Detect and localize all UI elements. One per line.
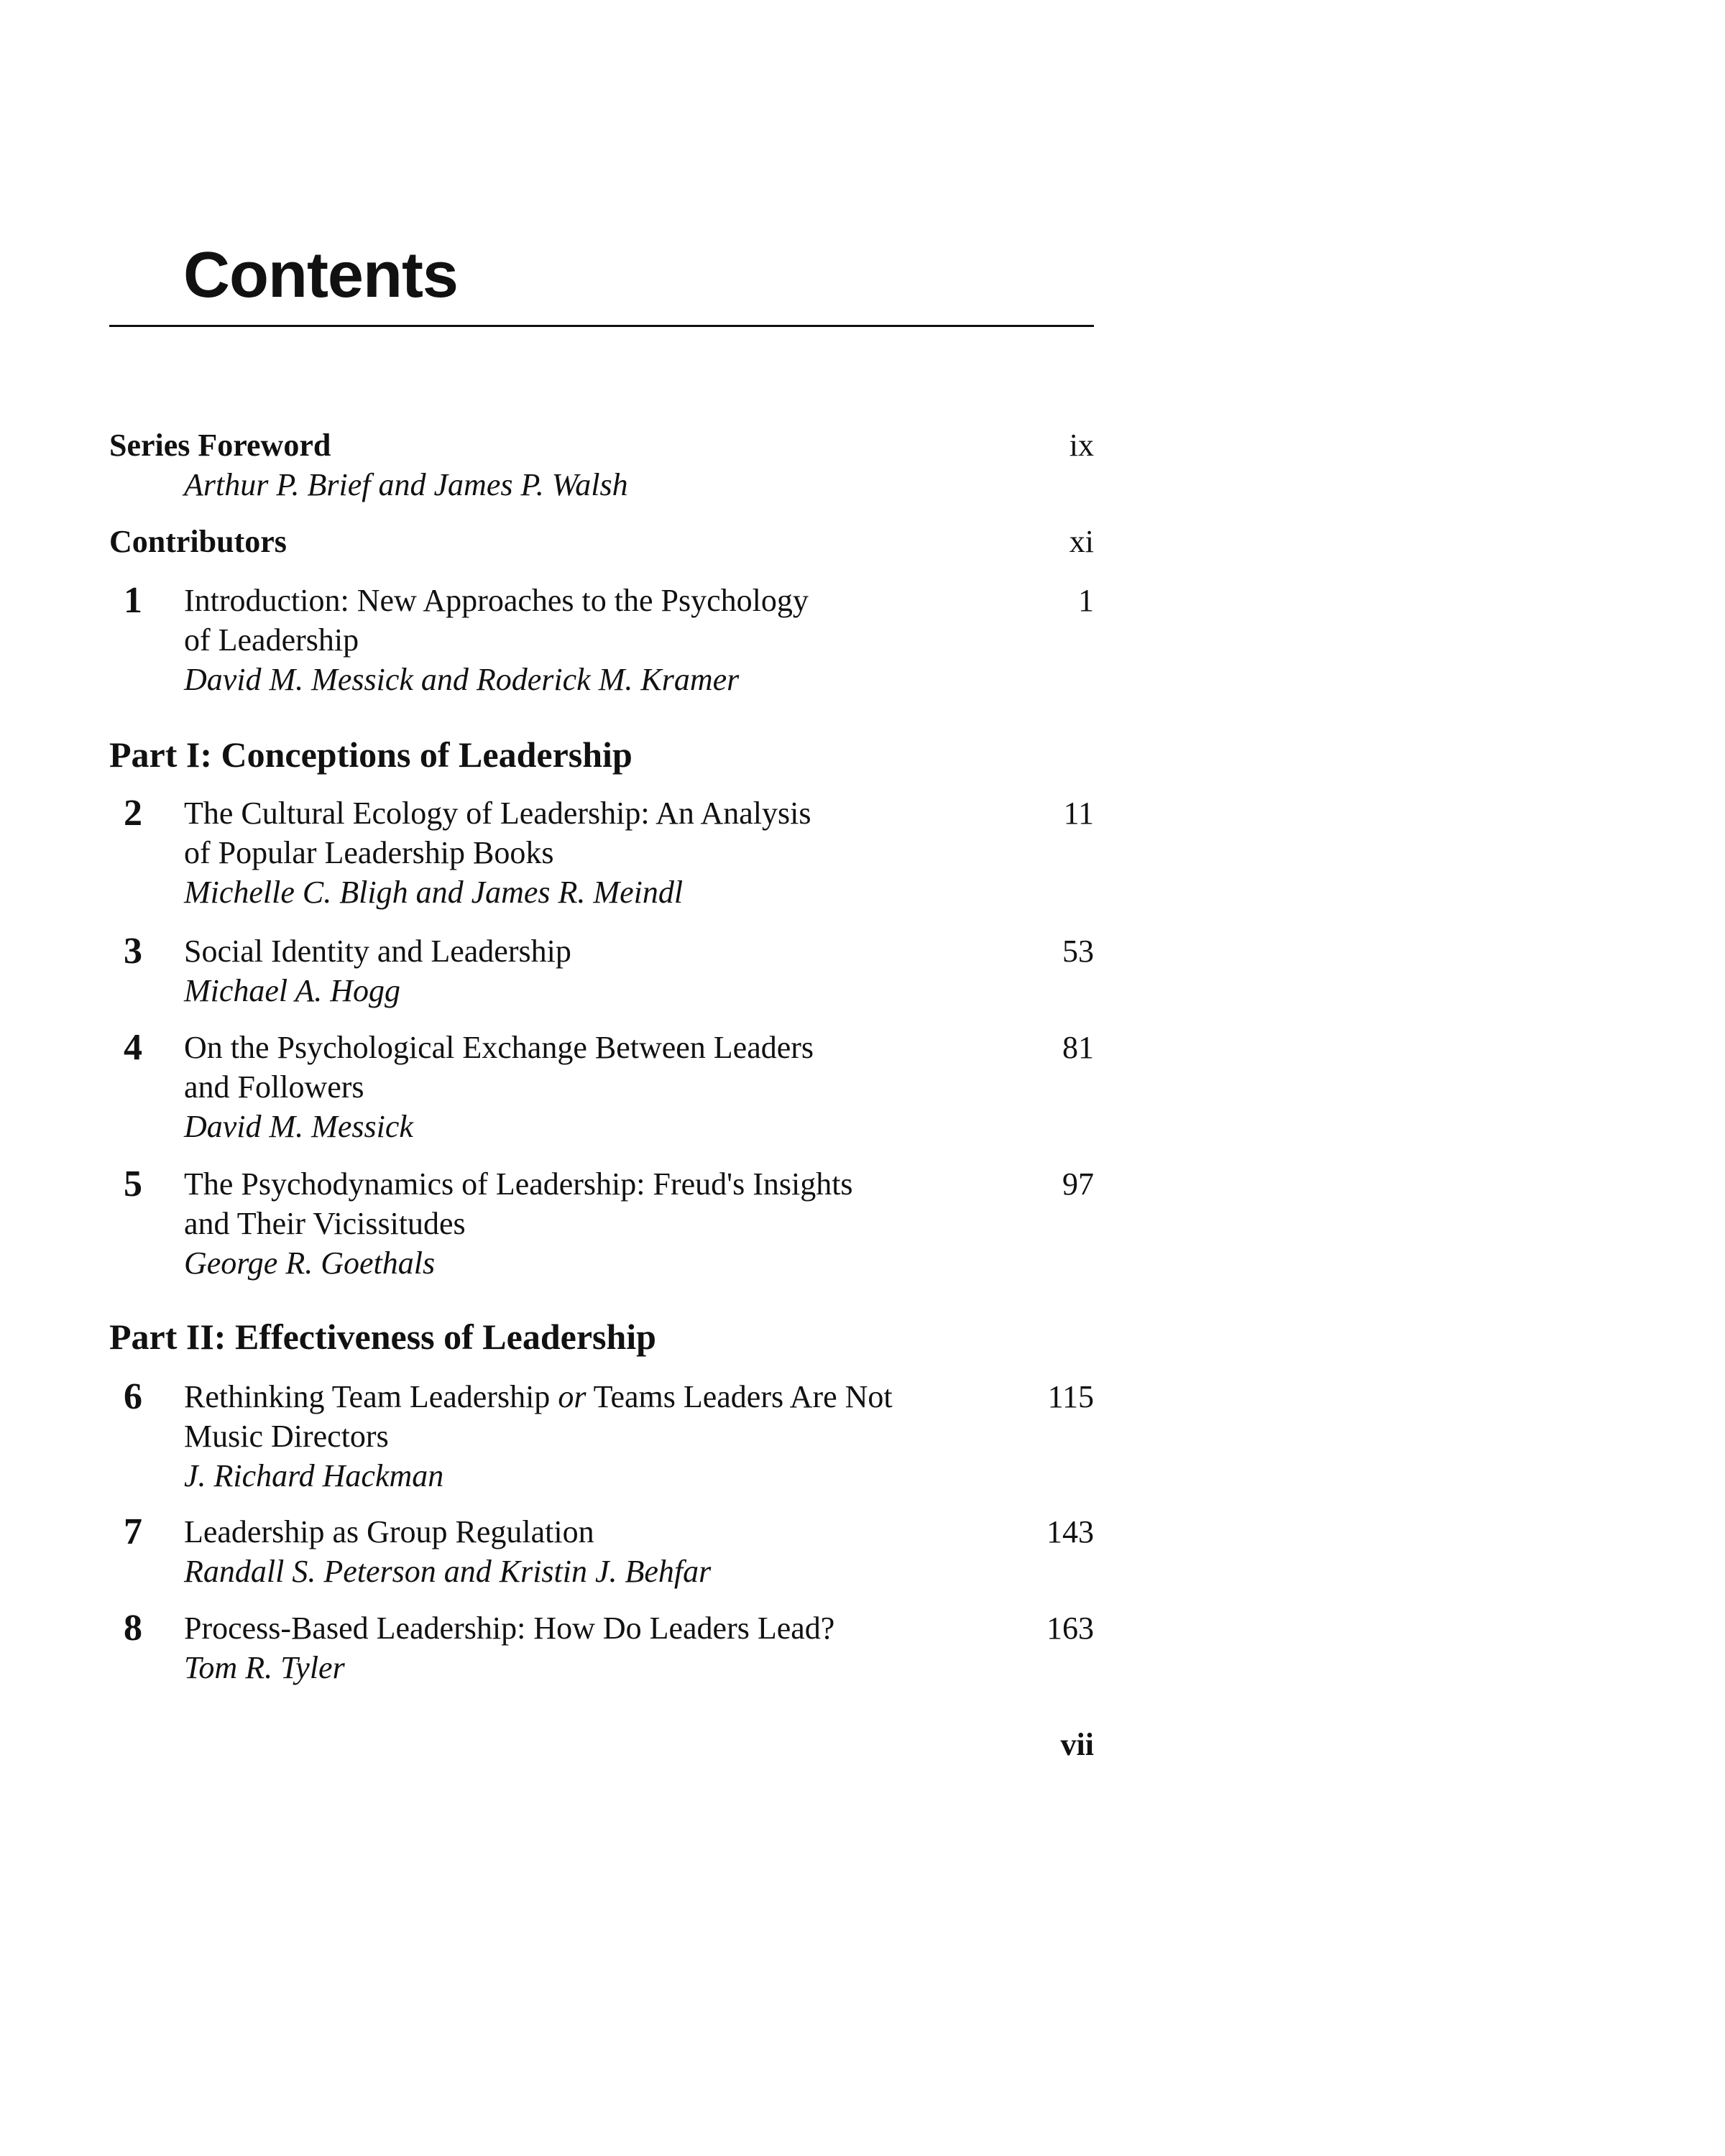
chapter-number: 4 — [124, 1027, 142, 1068]
entry-page: ix — [1069, 428, 1094, 463]
title-rule — [109, 325, 1094, 327]
chapter-page: 97 — [1062, 1166, 1094, 1202]
chapter-title-line: Introduction: New Approaches to the Psychology — [184, 583, 809, 618]
chapter-number: 1 — [124, 580, 142, 621]
entry-title: Series Foreword — [109, 428, 331, 463]
chapter-title-line: Leadership as Group Regulation — [184, 1514, 594, 1549]
chapter-title-line: Music Directors — [184, 1419, 389, 1454]
chapter-page: 1 — [1078, 583, 1094, 618]
chapter-title-line: The Cultural Ecology of Leadership: An Analysis — [184, 796, 811, 831]
chapter-page: 143 — [1046, 1514, 1094, 1549]
chapter-number: 8 — [124, 1608, 142, 1649]
chapter-title-line: Process-Based Leadership: How Do Leaders Lead? — [184, 1611, 835, 1646]
chapter-author: Michael A. Hogg — [184, 973, 401, 1008]
chapter-page: 81 — [1062, 1030, 1094, 1065]
chapter-author: Michelle C. Bligh and James R. Meindl — [184, 875, 684, 910]
entry-title: Contributors — [109, 524, 287, 559]
chapter-title-line: Rethinking Team Leadership or Teams Leaders Are Not — [184, 1379, 893, 1414]
chapter-number: 2 — [124, 793, 142, 834]
chapter-title-line: On the Psychological Exchange Between Leaders — [184, 1030, 814, 1065]
chapter-number: 6 — [124, 1376, 142, 1417]
chapter-page: 163 — [1046, 1611, 1094, 1646]
chapter-author: George R. Goethals — [184, 1245, 436, 1281]
chapter-page: 11 — [1063, 796, 1094, 831]
chapter-author: David M. Messick — [184, 1109, 413, 1144]
chapter-title-line: The Psychodynamics of Leadership: Freud's Insights — [184, 1166, 853, 1202]
chapter-title-line: of Popular Leadership Books — [184, 835, 554, 870]
chapter-title-line: and Their Vicissitudes — [184, 1206, 466, 1241]
part-title: Part II: Effectiveness of Leadership — [109, 1317, 656, 1357]
page-folio: vii — [1060, 1727, 1094, 1762]
page-title: Contents — [183, 239, 458, 311]
chapter-number: 5 — [124, 1164, 142, 1204]
chapter-title-line: Social Identity and Leadership — [184, 934, 571, 969]
chapter-title-line: and Followers — [184, 1069, 364, 1105]
chapter-author: David M. Messick and Roderick M. Kramer — [184, 662, 740, 697]
chapter-number: 3 — [124, 931, 142, 972]
chapter-title-line: of Leadership — [184, 622, 359, 658]
chapter-page: 53 — [1062, 934, 1094, 969]
chapter-page: 115 — [1047, 1379, 1094, 1414]
chapter-author: Tom R. Tyler — [184, 1650, 345, 1685]
chapter-number: 7 — [124, 1511, 142, 1552]
chapter-author: J. Richard Hackman — [184, 1458, 444, 1493]
entry-page: xi — [1069, 524, 1094, 559]
chapter-author: Randall S. Peterson and Kristin J. Behfar — [184, 1554, 712, 1589]
entry-author: Arthur P. Brief and James P. Walsh — [184, 467, 628, 502]
part-title: Part I: Conceptions of Leadership — [109, 734, 632, 775]
